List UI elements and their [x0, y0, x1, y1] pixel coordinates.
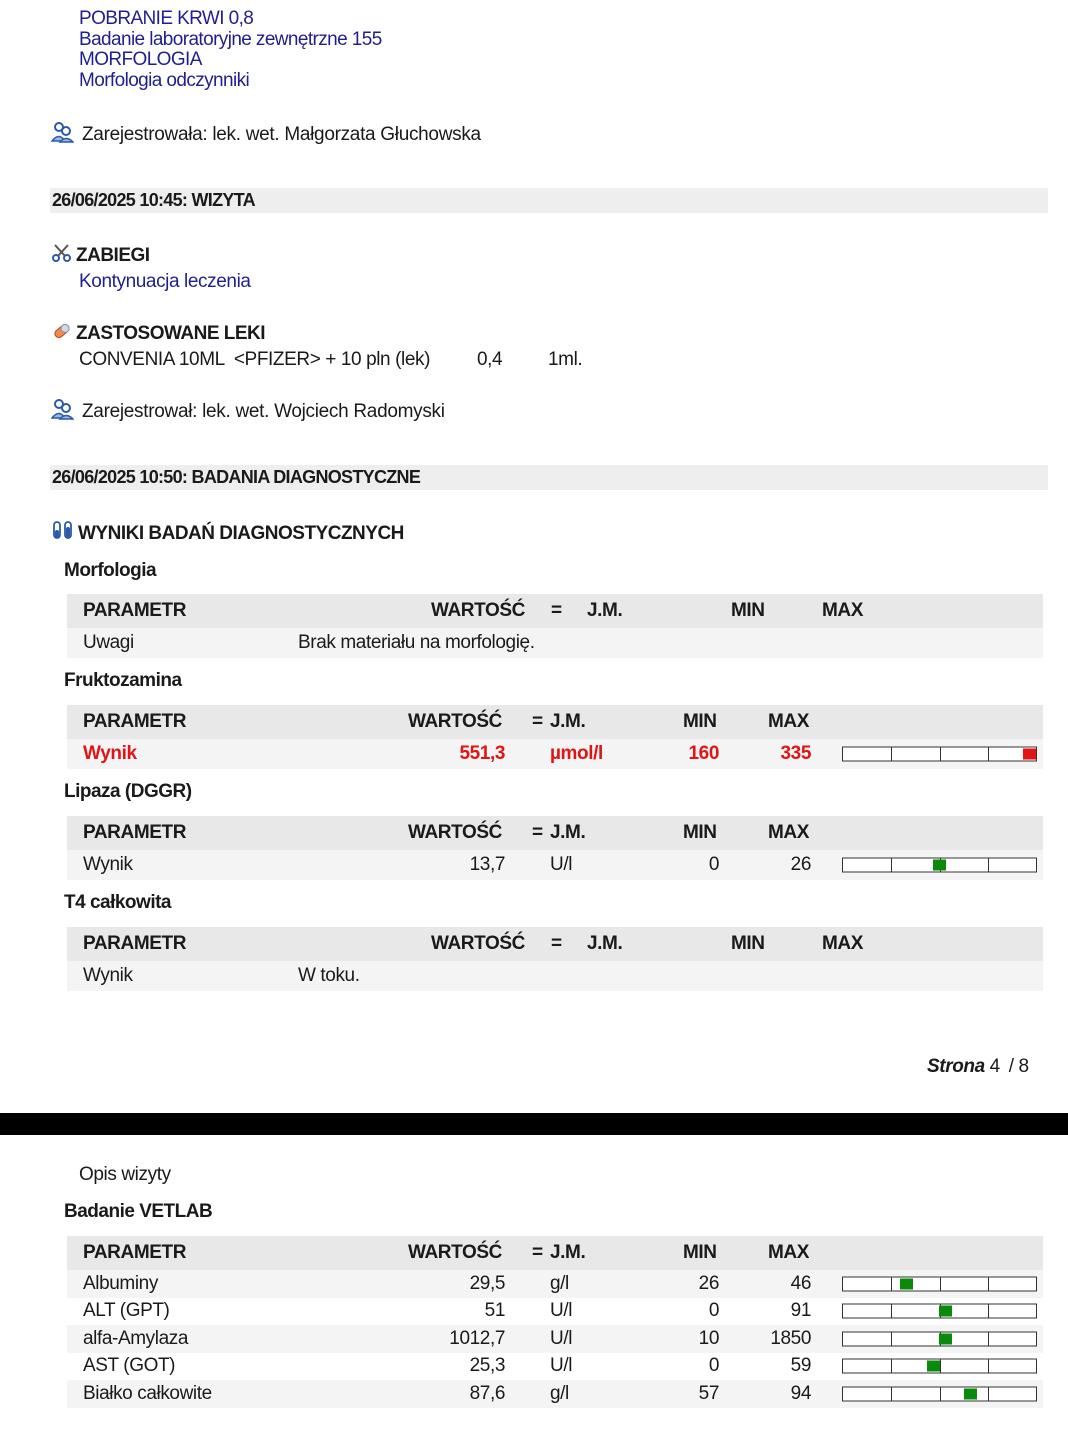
- row-min: 26: [698, 1272, 719, 1294]
- range-tick: [891, 1277, 892, 1290]
- header-max: MAX: [768, 822, 810, 843]
- lipaza-table: [67, 816, 1043, 880]
- page-label: Strona: [927, 1056, 985, 1077]
- row-value: 13,7: [469, 854, 505, 875]
- range-bar: [842, 1304, 1037, 1319]
- range-tick: [891, 1387, 892, 1400]
- range-tick: [891, 1305, 892, 1318]
- registered-by-text: Zarejestrował: lek. wet. Wojciech Radomyski: [82, 401, 445, 422]
- header-param: PARAMETR: [83, 933, 187, 954]
- table-row: [67, 1270, 1043, 1298]
- header-min: MIN: [731, 600, 765, 621]
- section-visit: 26/06/2025 10:45: WIZYTA: [50, 188, 1048, 213]
- drug-unit: 1ml.: [548, 349, 583, 370]
- range-bar: [842, 747, 1037, 762]
- procedures-heading: [52, 243, 150, 269]
- doctors-icon: [51, 398, 74, 426]
- row-max: 335: [780, 743, 811, 764]
- row-min: 10: [698, 1327, 719, 1349]
- header-unit: J.M.: [550, 822, 586, 843]
- test-name-fruktozamina: Fruktozamina: [64, 670, 182, 691]
- header-eq: =: [551, 933, 562, 954]
- table-header: [67, 927, 1043, 961]
- row-param: Albuminy: [83, 1272, 158, 1294]
- procedures-title: ZABIEGI: [76, 245, 150, 266]
- procedure-item: Badanie laboratoryjne zewnętrzne 155: [79, 28, 382, 50]
- row-value: 51: [484, 1300, 505, 1322]
- range-tick: [988, 1305, 989, 1318]
- morfologia-table: [67, 594, 1043, 658]
- procedure-item-continuation: Kontynuacja leczenia: [79, 271, 251, 292]
- range-marker: [933, 860, 946, 871]
- row-unit: U/l: [550, 854, 573, 875]
- doctors-icon: [51, 121, 74, 149]
- procedure-item: Morfologia odczynniki: [79, 69, 250, 91]
- row-value: 25,3: [469, 1355, 505, 1377]
- table-row: [67, 850, 1043, 880]
- table-row: [67, 739, 1043, 769]
- table-header: [67, 594, 1043, 628]
- header-value: WARTOŚĆ: [431, 600, 525, 621]
- procedures-list: [79, 9, 382, 91]
- pill-icon: [52, 321, 72, 347]
- range-tick: [988, 1387, 989, 1400]
- scissors-icon: [52, 243, 72, 269]
- registered-by-text: Zarejestrowała: lek. wet. Małgorzata Głuchowska: [82, 124, 481, 145]
- range-tick: [891, 748, 892, 761]
- drug-row: [79, 349, 779, 373]
- header-param: PARAMETR: [83, 822, 187, 843]
- table-row: [67, 1353, 1043, 1381]
- row-min: 0: [708, 1355, 719, 1377]
- header-unit: J.M.: [587, 933, 623, 954]
- range-tick: [988, 859, 989, 872]
- table-row: [67, 628, 1043, 658]
- drugs-title: ZASTOSOWANE LEKI: [76, 323, 266, 344]
- drugs-heading: [52, 321, 265, 347]
- row-unit: U/l: [550, 1300, 573, 1322]
- range-tick: [891, 859, 892, 872]
- range-bar: [842, 858, 1037, 873]
- row-unit: µmol/l: [550, 743, 603, 764]
- test-name-vetlab: Badanie VETLAB: [64, 1201, 213, 1222]
- row-param: Uwagi: [83, 632, 134, 653]
- row-value: 1012,7: [449, 1327, 505, 1349]
- range-bar: [842, 1386, 1037, 1401]
- header-eq: =: [532, 822, 543, 843]
- procedure-item: MORFOLOGIA: [79, 49, 202, 70]
- header-max: MAX: [768, 1242, 810, 1263]
- header-value: WARTOŚĆ: [408, 822, 502, 843]
- row-unit: g/l: [550, 1272, 569, 1294]
- row-value: 29,5: [469, 1272, 505, 1294]
- vetlab-rows: [67, 1270, 1043, 1408]
- row-max: 94: [790, 1382, 811, 1404]
- fruktozamina-table: [67, 705, 1043, 769]
- row-param: ALT (GPT): [83, 1300, 170, 1322]
- header-value: WARTOŚĆ: [431, 933, 525, 954]
- range-marker: [964, 1388, 977, 1399]
- table-row: [67, 1380, 1043, 1408]
- row-max: 46: [790, 1272, 811, 1294]
- header-value: WARTOŚĆ: [408, 1242, 502, 1263]
- range-tick: [940, 1360, 941, 1373]
- row-param: Białko całkowite: [83, 1382, 212, 1404]
- row-max: 1850: [770, 1327, 811, 1349]
- range-tick: [988, 748, 989, 761]
- header-min: MIN: [731, 933, 765, 954]
- vetlab-table: [67, 1236, 1043, 1408]
- header-eq: =: [551, 600, 562, 621]
- range-marker: [927, 1361, 940, 1372]
- header-unit: J.M.: [550, 711, 586, 732]
- page-number: [927, 1056, 1029, 1078]
- header-min: MIN: [683, 1242, 717, 1263]
- visit-description-label: Opis wizyty: [79, 1164, 171, 1185]
- registered-by-2: [51, 398, 445, 426]
- test-tubes-icon: [52, 521, 74, 547]
- row-max: 91: [790, 1300, 811, 1322]
- row-max: 26: [790, 854, 811, 875]
- range-tick: [988, 1277, 989, 1290]
- procedure-item: POBRANIE KRWI 0,8: [79, 8, 254, 29]
- range-marker: [939, 1333, 952, 1344]
- range-bar: [842, 1359, 1037, 1374]
- row-unit: U/l: [550, 1355, 573, 1377]
- row-unit: g/l: [550, 1382, 569, 1404]
- row-param: Wynik: [83, 743, 137, 764]
- table-row: [67, 1298, 1043, 1326]
- row-min: 0: [708, 854, 719, 875]
- range-tick: [988, 1332, 989, 1345]
- section-diagnostics: 26/06/2025 10:50: BADANIA DIAGNOSTYCZNE: [50, 465, 1048, 490]
- range-marker: [1023, 749, 1036, 760]
- row-param: Wynik: [83, 965, 133, 986]
- header-max: MAX: [822, 933, 864, 954]
- table-header: [67, 705, 1043, 739]
- page-break-band: [0, 1113, 1068, 1135]
- header-unit: J.M.: [550, 1242, 586, 1263]
- table-header: [67, 1236, 1043, 1270]
- table-header: [67, 816, 1043, 850]
- header-value: WARTOŚĆ: [408, 711, 502, 732]
- test-name-morfologia: Morfologia: [64, 560, 157, 581]
- range-tick: [891, 1360, 892, 1373]
- header-eq: =: [532, 711, 543, 732]
- row-unit: U/l: [550, 1327, 573, 1349]
- table-row: [67, 961, 1043, 991]
- t4-table: [67, 927, 1043, 991]
- drug-qty: 0,4: [477, 349, 503, 370]
- row-param: alfa-Amylaza: [83, 1327, 189, 1349]
- registered-by-1: [51, 121, 481, 149]
- header-param: PARAMETR: [83, 1242, 187, 1263]
- range-tick: [891, 1332, 892, 1345]
- row-min: 160: [688, 743, 719, 764]
- header-eq: =: [532, 1242, 543, 1263]
- page-total: / 8: [1008, 1056, 1029, 1077]
- results-title: WYNIKI BADAŃ DIAGNOSTYCZNYCH: [78, 523, 404, 544]
- range-bar: [842, 1331, 1037, 1346]
- test-name-t4: T4 całkowita: [64, 892, 171, 913]
- range-tick: [940, 1387, 941, 1400]
- header-max: MAX: [822, 600, 864, 621]
- range-tick: [940, 1277, 941, 1290]
- header-min: MIN: [683, 822, 717, 843]
- row-min: 57: [698, 1382, 719, 1404]
- row-text: Brak materiału na morfologię.: [298, 632, 535, 653]
- header-min: MIN: [683, 711, 717, 732]
- range-tick: [940, 748, 941, 761]
- range-tick: [988, 1360, 989, 1373]
- row-param: AST (GOT): [83, 1355, 176, 1377]
- test-name-lipaza: Lipaza (DGGR): [64, 781, 192, 802]
- row-value: 551,3: [459, 743, 505, 764]
- drug-name: CONVENIA 10ML <PFIZER> + 10 pln (lek): [79, 349, 431, 370]
- row-max: 59: [790, 1355, 811, 1377]
- row-value: 87,6: [469, 1382, 505, 1404]
- row-min: 0: [708, 1300, 719, 1322]
- table-row: [67, 1325, 1043, 1353]
- header-unit: J.M.: [587, 600, 623, 621]
- range-marker: [900, 1278, 913, 1289]
- header-max: MAX: [768, 711, 810, 732]
- results-heading: [52, 521, 404, 547]
- page-current: 4: [989, 1056, 1000, 1077]
- row-text: W toku.: [298, 965, 360, 986]
- header-param: PARAMETR: [83, 711, 187, 732]
- range-marker: [939, 1306, 952, 1317]
- row-param: Wynik: [83, 854, 133, 875]
- header-param: PARAMETR: [83, 600, 187, 621]
- range-bar: [842, 1276, 1037, 1291]
